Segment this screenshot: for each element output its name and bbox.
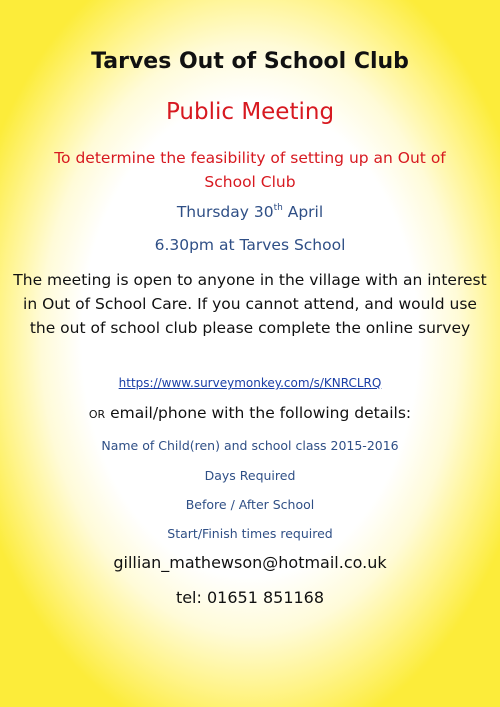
meeting-time-venue: 6.30pm at Tarves School (154, 236, 346, 254)
meeting-purpose: To determine the feasibility of setting up an Out of School Club (54, 149, 446, 191)
contact-instructions (0, 404, 500, 423)
meeting-date-ordinal: th (273, 203, 283, 213)
or-label: OR (88, 408, 106, 421)
survey-link[interactable]: https://www.surveymonkey.com/s/KNRCLRQ (118, 376, 382, 390)
detail-item: Name of Child(ren) and school class 2015-2016 (101, 438, 399, 453)
contact-email: gillian_mathewson@hotmail.co.uk (113, 553, 387, 572)
contact-phone: tel: 01651 851168 (175, 588, 325, 607)
meeting-heading: Public Meeting (165, 99, 335, 125)
detail-item: Start/Finish times required (167, 526, 333, 541)
detail-item: Days Required (204, 468, 296, 483)
meeting-date-day: Thursday 30 (176, 203, 274, 221)
meeting-date-month: April (287, 203, 324, 221)
meeting-description: The meeting is open to anyone in the village with an interest in Out of School Care. If you cannot attend, and would use the out of school club please complete the online survey (13, 271, 487, 337)
page-title: Tarves Out of School Club (91, 49, 409, 74)
detail-item: Before / After School (185, 497, 315, 512)
meeting-date (0, 203, 500, 222)
contact-instructions-text: email/phone with the following details: (105, 404, 412, 422)
